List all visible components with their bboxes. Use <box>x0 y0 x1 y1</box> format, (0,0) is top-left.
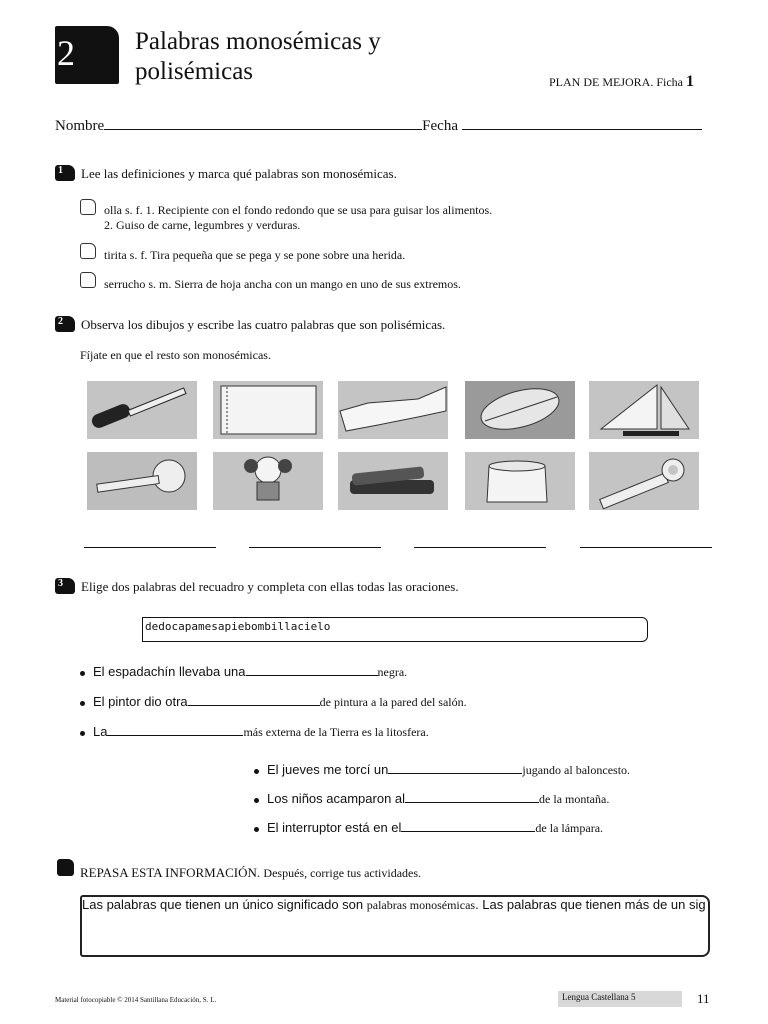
activity1-number: 1 <box>55 165 75 181</box>
activity3-header <box>55 578 459 596</box>
activity1-instruction: Lee las definiciones y marca qué palabras son monosémicas. <box>81 166 397 181</box>
bullet <box>80 671 85 676</box>
sentence-4-after: jugando al baloncesto. <box>522 763 631 777</box>
doll-icon <box>213 452 323 510</box>
activity1-header <box>55 165 397 183</box>
option-serrucho: serrucho s. m. Sierra de hoja ancha con un mango en uno de sus extremos. <box>104 277 461 291</box>
candle-icon <box>465 452 575 510</box>
sentence-6 <box>254 819 603 836</box>
option-olla-line2: 2. Guiso de carne, legumbres y verduras. <box>104 218 301 232</box>
name-date-row <box>55 117 702 135</box>
unit-number: 2 <box>55 26 119 84</box>
repasa-title: REPASA ESTA INFORMACIÓN. <box>80 865 261 880</box>
key-icon <box>87 452 197 510</box>
sailboat-icon <box>589 381 699 439</box>
sentence-5-blank[interactable] <box>405 790 539 803</box>
sentence-1-before: El espadachín llevaba una <box>93 664 246 679</box>
activity2-subinstruction: Fíjate en que el resto son monosémicas. <box>80 348 271 362</box>
sentence-1 <box>80 663 407 680</box>
sentence-4-before: El jueves me torcí un <box>267 762 389 777</box>
option-tirita: tirita s. f. Tira pequeña que se pega y se pone sobre una herida. <box>104 248 406 262</box>
sentence-3-blank[interactable] <box>107 723 243 736</box>
subject-tag: Lengua Castellana 5 <box>558 991 682 1007</box>
title-line1: Palabras monosémicas y <box>135 28 381 55</box>
page-number: 11 <box>697 991 710 1006</box>
sentence-3-after: más externa de la Tierra es la litosfera. <box>243 725 429 739</box>
fecha-field[interactable] <box>462 117 702 130</box>
plan-text: PLAN DE MEJORA. Ficha <box>549 75 683 89</box>
word-box: dedocapamesapiebombillacielo <box>142 617 648 642</box>
nombre-label: Nombre <box>55 118 105 134</box>
info-text-part1: Las palabras que tienen un único significado son <box>82 897 367 912</box>
screwdriver-icon <box>87 381 197 439</box>
page-title <box>135 27 465 87</box>
nombre-field[interactable] <box>104 117 422 130</box>
info-text-term: palabras monosémicas <box>366 898 476 912</box>
option-olla-line1: olla s. f. 1. Recipiente con el fondo redondo que se usa para guisar los alimentos. <box>104 203 493 217</box>
answer-line-4[interactable] <box>580 546 712 548</box>
sentence-6-blank[interactable] <box>401 819 535 832</box>
bullet <box>80 701 85 706</box>
activity3-instruction: Elige dos palabras del recuadro y completa con ellas todas las oraciones. <box>81 579 459 594</box>
activity2-instruction: Observa los dibujos y escribe las cuatro palabras que son polisémicas. <box>81 317 446 332</box>
arm-icon <box>338 381 448 439</box>
wrench-icon <box>589 452 699 510</box>
leaf-icon <box>465 381 575 439</box>
plan-number: 1 <box>686 73 694 90</box>
serrucho-checkbox[interactable] <box>80 272 96 288</box>
copyright: Material fotocopiable © 2014 Santillana Educación, S. L. <box>55 996 217 1004</box>
activity2-header <box>55 316 445 334</box>
sentence-2 <box>80 693 467 710</box>
sentence-1-after: negra. <box>377 665 408 679</box>
sentence-1-blank[interactable] <box>246 663 378 676</box>
sentence-3-before: La <box>93 724 108 739</box>
bullet <box>254 798 259 803</box>
activity3-number: 3 <box>55 578 75 594</box>
repasa-icon <box>57 859 74 876</box>
bullet <box>254 827 259 832</box>
sentence-5 <box>254 790 609 807</box>
info-text-part3: . Las palabras que tienen más de un sig <box>475 897 706 912</box>
olla-checkbox[interactable] <box>80 199 96 215</box>
tirita-checkbox[interactable] <box>80 243 96 259</box>
bullet <box>254 769 259 774</box>
repasa-heading <box>80 865 421 881</box>
bullet <box>80 731 85 736</box>
answer-line-3[interactable] <box>414 546 546 548</box>
notebook-icon <box>213 381 323 439</box>
answer-line-2[interactable] <box>249 546 381 548</box>
sentence-3 <box>80 723 429 740</box>
answer-line-1[interactable] <box>84 546 216 548</box>
sentence-2-blank[interactable] <box>188 693 320 706</box>
sentence-6-before: El interruptor está en el <box>267 820 402 835</box>
sentence-4 <box>254 761 630 778</box>
sentence-4-blank[interactable] <box>388 761 522 774</box>
sentence-2-after: de pintura a la pared del salón. <box>319 695 467 709</box>
fecha-label: Fecha <box>422 118 458 134</box>
sentence-6-after: de la lámpara. <box>535 821 604 835</box>
sentence-2-before: El pintor dio otra <box>93 694 188 709</box>
title-line2: polisémicas <box>135 58 254 85</box>
sentence-5-before: Los niños acamparon al <box>267 791 406 806</box>
activity2-number: 2 <box>55 316 75 332</box>
option-olla <box>104 203 492 233</box>
plan-label <box>549 73 694 91</box>
sentence-5-after: de la montaña. <box>539 792 610 806</box>
repasa-subtitle: Después, corrige tus actividades. <box>263 866 422 880</box>
stapler-icon <box>338 452 448 510</box>
info-text <box>82 897 768 913</box>
